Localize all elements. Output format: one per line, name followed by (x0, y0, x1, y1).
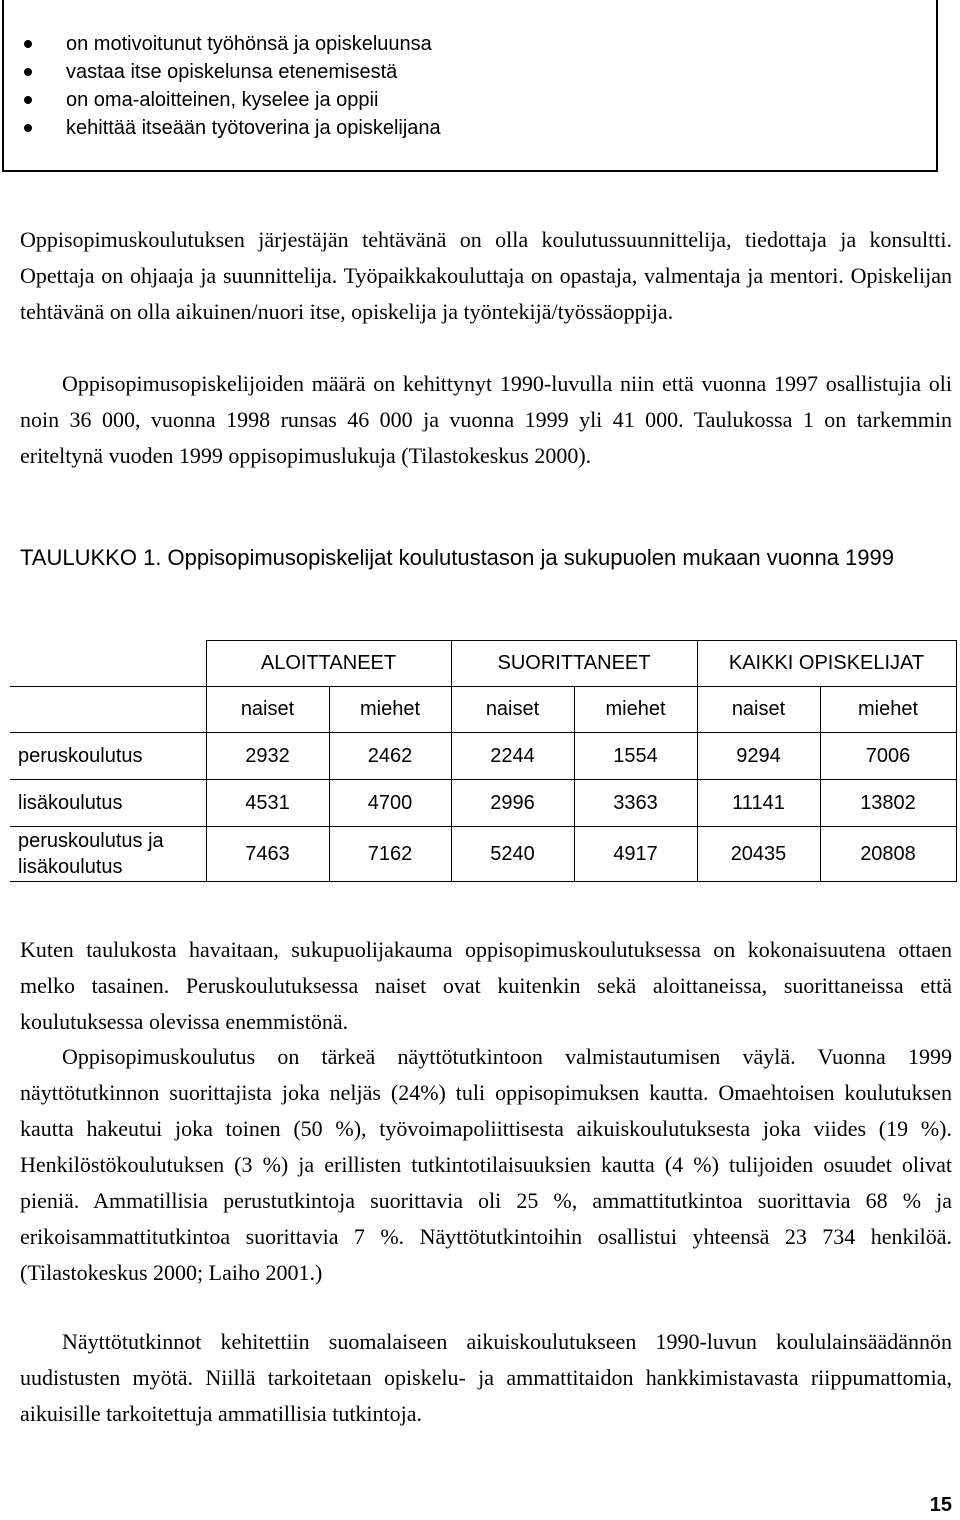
list-item (24, 58, 441, 86)
table-cell: 20808 (820, 827, 956, 882)
list-item-text: on oma-aloitteinen, kyselee ja oppii (66, 89, 379, 111)
subheader-cell: naiset (206, 687, 329, 733)
list-item (24, 30, 441, 58)
row-label: lisäkoulutus (10, 780, 206, 827)
table-row (10, 827, 956, 882)
bullet-dot-icon (24, 124, 32, 132)
table-cell: 2244 (451, 733, 574, 780)
subheader-cell: miehet (574, 687, 697, 733)
bullet-box (2, 0, 938, 172)
bullet-dot-icon (24, 40, 32, 48)
table-cell: 2462 (329, 733, 451, 780)
row-label: peruskoulutus ja lisäkoulutus (10, 827, 206, 882)
table-cell: 4700 (329, 780, 451, 827)
paragraph-gender-distribution: Kuten taulukosta havaitaan, sukupuolijakauma oppisopimuskoulutuksessa on kokonaisuutena ottaen melko tasainen. Peruskoulutuksessa naiset ovat kuitenkin sekä aloittaneissa, suorittaneissa että koulutuksessa olevissa enemmistönä. (20, 937, 952, 1034)
table-cell: 7006 (820, 733, 956, 780)
bullet-dot-icon (24, 68, 32, 76)
table-cell: 5240 (451, 827, 574, 882)
table-cell: 4917 (574, 827, 697, 882)
header-suorittaneet: SUORITTANEET (451, 641, 697, 687)
table-cell: 2932 (206, 733, 329, 780)
table-cell: 3363 (574, 780, 697, 827)
bullet-list (24, 30, 441, 142)
table-cell: 7463 (206, 827, 329, 882)
table-cell: 11141 (697, 780, 820, 827)
table-row (10, 733, 956, 780)
bullet-dot-icon (24, 96, 32, 104)
list-item-text: kehittää itseään työtoverina ja opiskelijana (66, 117, 441, 139)
row-label: peruskoulutus (10, 733, 206, 780)
paragraph-participants: Oppisopimusopiskelijoiden määrä on kehittynyt 1990-luvulla niin että vuonna 1997 osallistujia oli noin 36 000, vuonna 1998 runsas 46 000 ja vuonna 1999 yli 41 000. Taulukossa 1 on tarkemmin eriteltynä vuoden 1999 oppisopimuslukuja (Tilastokeskus 2000). (20, 371, 952, 468)
paragraph-roles: Oppisopimuskoulutuksen järjestäjän tehtävänä on olla koulutussuunnittelija, tiedottaja ja konsultti. Opettaja on ohjaaja ja suunnittelija. Työpaikkakouluttaja on opastaja, valmentaja ja mentori. Opiskelijan tehtävänä on olla aikuinen/nuori itse, opiskelija ja työntekijä/työssäoppija. (20, 227, 952, 324)
table-group-header-row (10, 641, 956, 687)
header-aloittaneet: ALOITTANEET (206, 641, 451, 687)
table-cell: 1554 (574, 733, 697, 780)
list-item (24, 114, 441, 142)
subheader-cell: miehet (820, 687, 956, 733)
list-item (24, 86, 441, 114)
table-row (10, 780, 956, 827)
table-cell: 7162 (329, 827, 451, 882)
table-corner (10, 641, 206, 687)
table-subheader-row (10, 687, 956, 733)
table-caption: TAULUKKO 1. Oppisopimusopiskelijat koulutustason ja sukupuolen mukaan vuonna 1999 (20, 545, 894, 570)
table-corner (10, 687, 206, 733)
subheader-cell: naiset (451, 687, 574, 733)
subheader-cell: miehet (329, 687, 451, 733)
table-cell: 9294 (697, 733, 820, 780)
apprenticeship-table (10, 640, 957, 882)
paragraph-competence-history: Näyttötutkinnot kehitettiin suomalaiseen aikuiskoulutukseen 1990-luvun koululainsäädännön uudistusten myötä. Niillä tarkoitetaan opiskelu- ja ammattitaidon hankkimistavasta riippumattomia, aikuisille tarkoitettuja ammatillisia tutkintoja. (20, 1329, 952, 1426)
table-cell: 20435 (697, 827, 820, 882)
page-number: 15 (929, 1494, 952, 1516)
subheader-cell: naiset (697, 687, 820, 733)
list-item-text: on motivoitunut työhönsä ja opiskeluunsa (66, 33, 432, 55)
paragraph-competence-tests: Oppisopimuskoulutus on tärkeä näyttötutkintoon valmistautumisen väylä. Vuonna 1999 näyttötutkinnon suorittajista joka neljäs (24%) tuli oppisopimuksen kautta. Omaehtoisen koulutuksen kautta hakeutui joka toinen (50 %), työvoimapoliittisesta aikuiskoulutuksesta joka viides (19 %). Henkilöstökoulutuksen (3 %) ja erillisten tutkintotilaisuuksien kautta (4 %) tulijoiden osuudet olivat pieniä. Ammatillisia perustutkintoja suorittavia oli 25 %, ammattitutkintoa suorittavia 68 % ja erikoisammattitutkintoa suorittavia 7 %. Näyttötutkintoihin osallistui yhteensä 23 734 henkilöä. (Tilastokeskus 2000; Laiho 2001.) (20, 1044, 952, 1285)
header-kaikki-opiskelijat: KAIKKI OPISKELIJAT (697, 641, 956, 687)
list-item-text: vastaa itse opiskelunsa etenemisestä (66, 61, 398, 83)
table-cell: 4531 (206, 780, 329, 827)
table-cell: 2996 (451, 780, 574, 827)
table-cell: 13802 (820, 780, 956, 827)
